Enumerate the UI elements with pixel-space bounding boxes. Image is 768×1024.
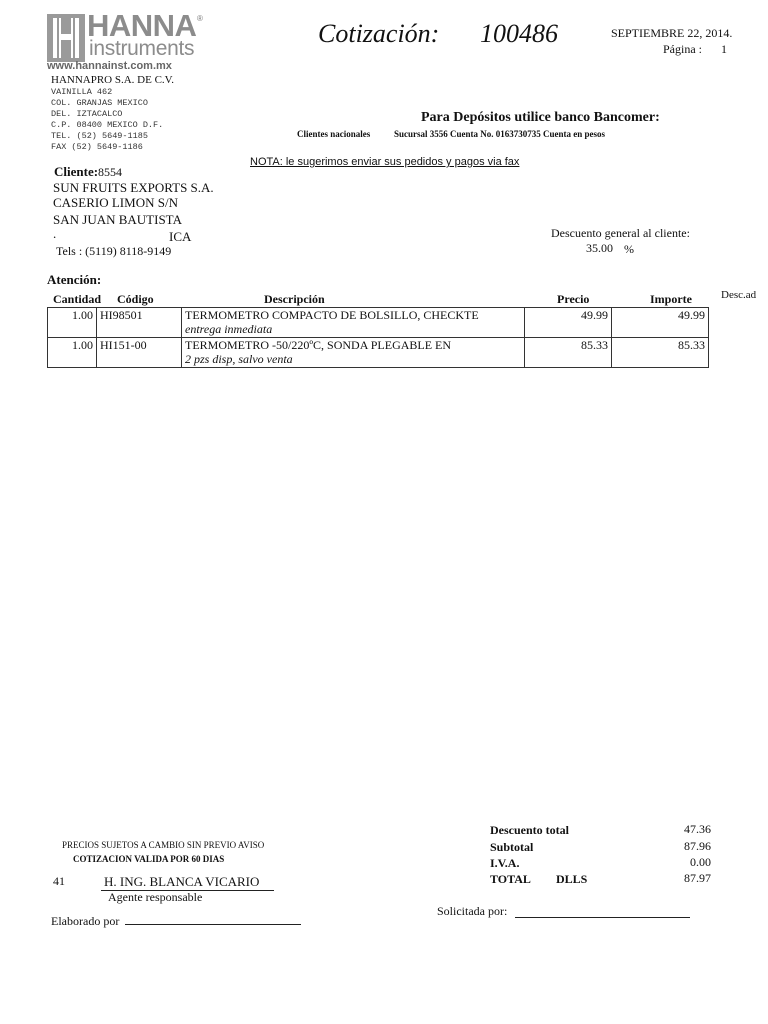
header-price: Precio (557, 292, 590, 306)
subtotal-label: Subtotal (490, 840, 534, 854)
total-label: TOTAL (490, 872, 531, 886)
cell-amount: 85.33 (612, 338, 709, 368)
cell-price: 85.33 (525, 338, 612, 368)
item-note: 2 pzs disp, salvo venta (185, 352, 293, 366)
page-label: Página : (663, 42, 702, 56)
logo-sub-text: instruments (89, 37, 195, 60)
cell-qty: 1.00 (48, 338, 97, 368)
attention-label: Atención: (47, 272, 102, 287)
client-city: ICA (169, 229, 192, 244)
table-row (48, 338, 709, 368)
company-address (51, 87, 163, 153)
quote-number: 100486 (480, 19, 558, 48)
client-id: 8554 (98, 165, 123, 179)
client-address2: SAN JUAN BAUTISTA (53, 212, 182, 227)
iva-value: 0.00 (690, 855, 711, 869)
client-address1: CASERIO LIMON S/N (53, 195, 178, 210)
subtotal-value: 87.96 (684, 839, 711, 853)
agent-name: H. ING. BLANCA VICARIO (104, 874, 260, 889)
header-desc: Descripción (264, 292, 325, 306)
iva-label: I.V.A. (490, 856, 520, 870)
cell-amount: 49.99 (612, 308, 709, 338)
client-label: Cliente: (54, 164, 99, 179)
cell-desc (182, 308, 525, 338)
bank-national-label: Clientes nacionales (297, 129, 371, 139)
prepared-signature-line (125, 924, 301, 925)
agent-label: Agente responsable (108, 890, 203, 904)
company-address-line: VAINILLA 462 (51, 87, 113, 97)
item-note: entrega inmediata (185, 322, 273, 336)
items-table (47, 307, 709, 368)
cell-price: 49.99 (525, 308, 612, 338)
discount-label: Descuento general al cliente: (551, 226, 690, 240)
header-amount: Importe (650, 292, 692, 306)
page-number: 1 (721, 42, 727, 56)
cell-code: HI151-00 (97, 338, 182, 368)
total-currency: DLLS (556, 872, 588, 886)
logo-registered-mark: ® (197, 14, 203, 23)
requested-label: Solicitada por: (437, 904, 508, 918)
client-dot: . (53, 226, 57, 241)
logo-url: www.hannainst.com.mx (47, 60, 172, 72)
bank-details: Sucursal 3556 Cuenta No. 0163730735 Cuenta en pesos (394, 129, 606, 139)
client-name: SUN FRUITS EXPORTS S.A. (53, 180, 214, 195)
cell-desc (182, 338, 525, 368)
quote-title: Cotización: (318, 19, 440, 48)
discount-unit: % (624, 242, 634, 256)
company-address-line: C.P. 08400 MEXICO D.F. (51, 120, 164, 130)
client-label-row (54, 164, 122, 180)
total-discount-value: 47.36 (684, 822, 711, 836)
header-extra: Desc.ad (721, 289, 757, 301)
company-address-line: TEL. (52) 5649-1185 (51, 131, 148, 141)
company-name: HANNAPRO S.A. DE C.V. (51, 74, 174, 86)
cell-code: HI98501 (97, 308, 182, 338)
header-qty: Cantidad (53, 292, 102, 306)
cell-qty: 1.00 (48, 308, 97, 338)
item-description: TERMOMETRO -50/220ºC, SONDA PLEGABLE EN (185, 338, 452, 352)
bank-title: Para Depósitos utilice banco Bancomer: (421, 110, 660, 125)
total-value: 87.97 (684, 871, 711, 885)
validity-notice: COTIZACION VALIDA POR 60 DIAS (73, 854, 225, 864)
item-description: TERMOMETRO COMPACTO DE BOLSILLO, CHECKTE (185, 308, 479, 322)
price-notice: PRECIOS SUJETOS A CAMBIO SIN PREVIO AVISO (62, 840, 265, 850)
hanna-h-mark-icon (47, 14, 85, 62)
company-address-line: FAX (52) 5649-1186 (51, 142, 143, 152)
logo-brand-text: HANNA (87, 8, 197, 43)
fax-note: NOTA: le sugerimos enviar sus pedidos y pagos via fax (250, 156, 520, 168)
hanna-logo (47, 8, 209, 72)
total-discount-label: Descuento total (490, 823, 569, 837)
company-address-line: COL. GRANJAS MEXICO (51, 98, 148, 108)
discount-value: 35.00 (586, 241, 613, 255)
company-address-line: DEL. IZTACALCO (51, 109, 123, 119)
header-code: Código (117, 292, 154, 306)
agent-code: 41 (53, 874, 65, 888)
quote-date: SEPTIEMBRE 22, 2014. (611, 26, 733, 40)
prepared-label: Elaborado por (51, 914, 120, 928)
client-phones: Tels : (5119) 8118-9149 (56, 244, 172, 258)
requested-signature-line (515, 917, 690, 918)
table-row (48, 308, 709, 338)
